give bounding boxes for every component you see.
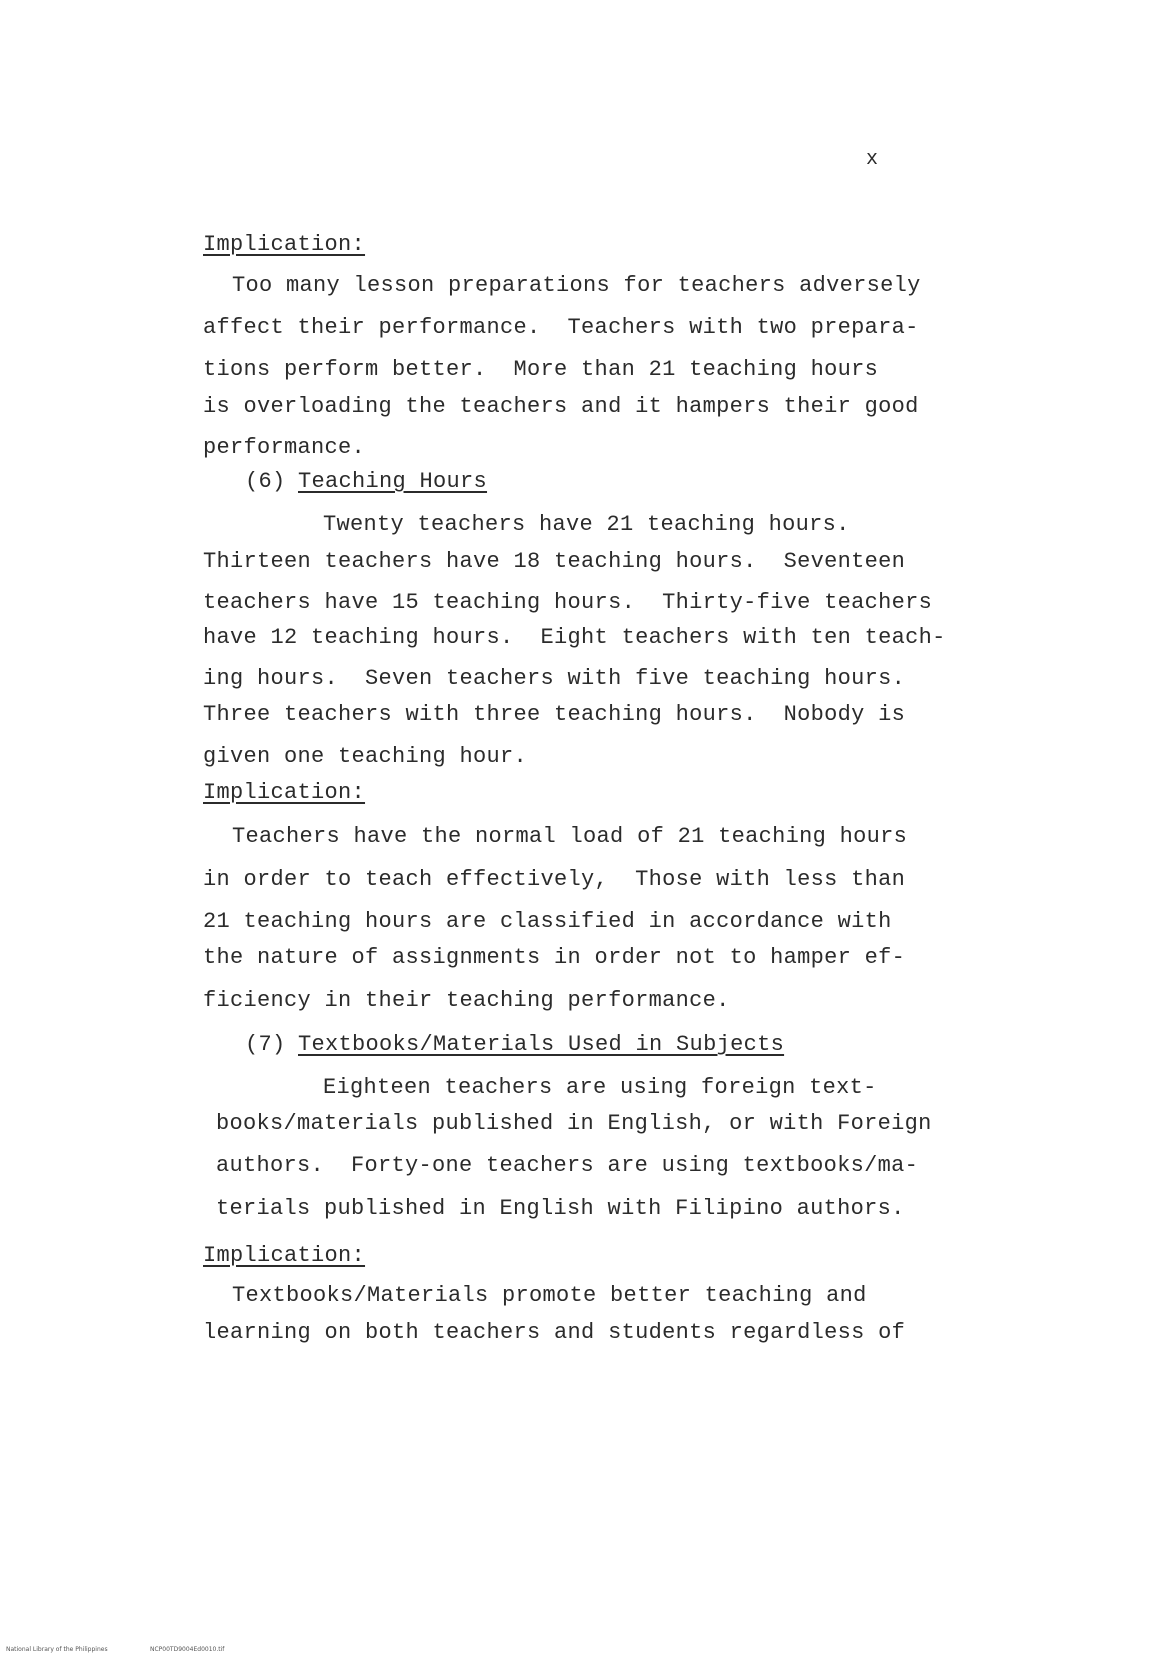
footer-library-label: National Library of the Philippines bbox=[6, 1646, 108, 1653]
paragraph-line: the nature of assignments in order not to hamper ef- bbox=[203, 945, 906, 970]
paragraph-line: Twenty teachers have 21 teaching hours. bbox=[323, 512, 850, 537]
paragraph-line: teachers have 15 teaching hours. Thirty-five teachers bbox=[203, 590, 933, 615]
section-number: (7) bbox=[245, 1032, 286, 1057]
paragraph-line: Too many lesson preparations for teachers adversely bbox=[232, 273, 921, 298]
page-number: x bbox=[866, 148, 879, 171]
paragraph-line: learning on both teachers and students regardless of bbox=[203, 1320, 906, 1345]
footer-file-label: NCP00TD9004Ed0010.tif bbox=[150, 1646, 225, 1653]
implication-heading: Implication: bbox=[203, 1243, 366, 1268]
paragraph-line: Textbooks/Materials promote better teaching and bbox=[232, 1283, 867, 1308]
section-heading-teaching-hours: Teaching Hours bbox=[298, 469, 488, 494]
paragraph-line: Teachers have the normal load of 21 teaching hours bbox=[232, 824, 908, 849]
paragraph-line: ing hours. Seven teachers with five teaching hours. bbox=[203, 666, 906, 691]
paragraph-line: Eighteen teachers are using foreign text- bbox=[323, 1075, 877, 1100]
section-number: (6) bbox=[245, 469, 286, 494]
paragraph-line: authors. Forty-one teachers are using textbooks/ma- bbox=[216, 1153, 919, 1178]
paragraph-line: in order to teach effectively, Those with less than bbox=[203, 867, 906, 892]
paragraph-line: Thirteen teachers have 18 teaching hours. Seventeen bbox=[203, 549, 906, 574]
paragraph-line: is overloading the teachers and it hampers their good bbox=[203, 394, 919, 419]
paragraph-line: terials published in English with Filipino authors. bbox=[216, 1196, 905, 1221]
paragraph-line: tions perform better. More than 21 teaching hours bbox=[203, 357, 879, 382]
paragraph-line: 21 teaching hours are classified in accordance with bbox=[203, 909, 892, 934]
implication-heading: Implication: bbox=[203, 232, 366, 257]
paragraph-line: have 12 teaching hours. Eight teachers with ten teach- bbox=[203, 625, 946, 650]
paragraph-line: books/materials published in English, or with Foreign bbox=[216, 1111, 932, 1136]
section-heading-textbooks: Textbooks/Materials Used in Subjects bbox=[298, 1032, 785, 1057]
paragraph-line: affect their performance. Teachers with two prepara- bbox=[203, 315, 919, 340]
implication-heading: Implication: bbox=[203, 780, 366, 805]
paragraph-line: given one teaching hour. bbox=[203, 744, 528, 769]
paragraph-line: performance. bbox=[203, 435, 366, 460]
paragraph-line: ficiency in their teaching performance. bbox=[203, 988, 730, 1013]
paragraph-line: Three teachers with three teaching hours. Nobody is bbox=[203, 702, 906, 727]
